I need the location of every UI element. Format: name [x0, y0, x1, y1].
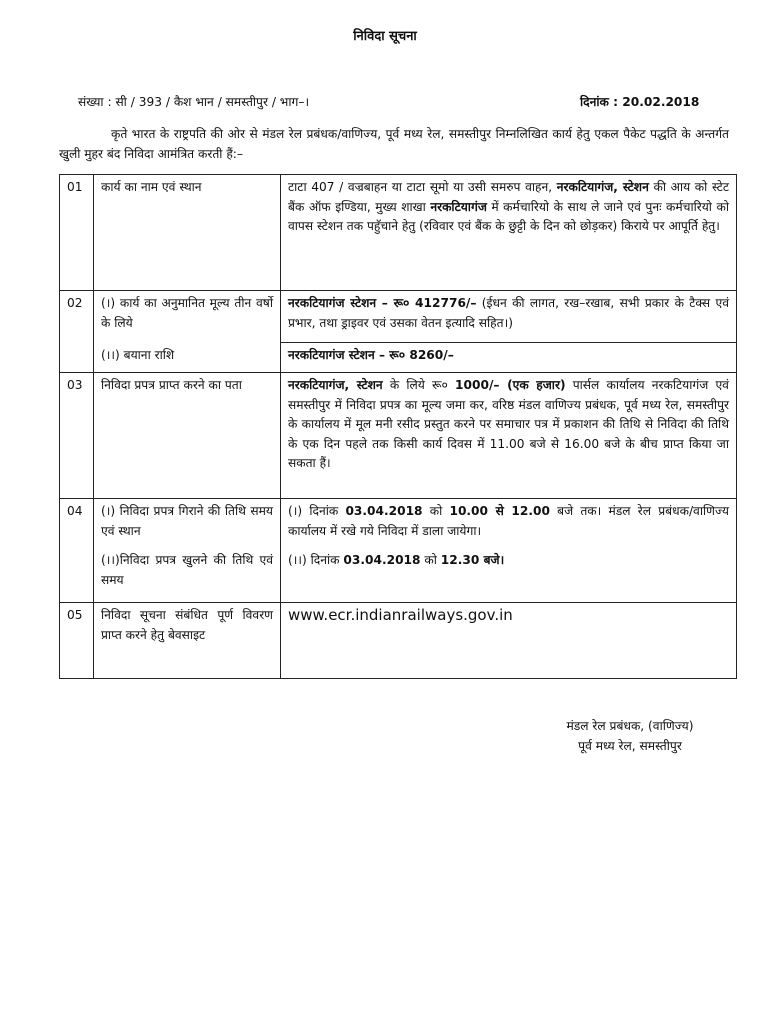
- signatory-designation: मंडल रेल प्रबंधक, (वाणिज्य): [566, 719, 694, 733]
- value-text: को: [422, 504, 450, 518]
- value-text: पार्सल कार्यालय नरकटियागंज एवं समस्तीपुर में निविदा प्रपत्र का मूल्य जमा कर, वरिष्ठ मंडल वाणिज्य प्रबंधक, पूर्व मध्य रेल, समस्तीपुर के कार्यालय में मूल मनी रसीद प्रस्तुत करने पर समाचार पत्र में प्रकाशन की तिथि से निविदा की तिथि के एक दिन पहले तक किसी कार्य दिवस में 11.00 बजे से 16.00 बजे के बीच प्राप्त किया जा सकता हैं।: [288, 378, 729, 470]
- signature-block: [520, 716, 740, 756]
- row-number: 04: [60, 499, 94, 603]
- signatory-office: पूर्व मध्य रेल, समस्तीपुर: [578, 739, 682, 753]
- value-text: टाटा 407 / वज्रबाहन या टाटा सूमो या उसी समरुप वाहन,: [288, 180, 557, 194]
- value-text: की आय को स्टेट बैंक ऑफ इण्डिया, मुख्य शाखा: [288, 180, 729, 214]
- row-label: (।।) बयाना राशि: [94, 343, 281, 373]
- drop-time: 10.00 से 12.00: [449, 504, 550, 518]
- row-value: [281, 373, 737, 499]
- station-name: नरकटियागंज, स्टेशन: [288, 378, 383, 392]
- table-row: [60, 373, 737, 499]
- table-row: [60, 343, 737, 373]
- row-label: निविदा सूचना संबंधित पूर्ण विवरण प्राप्त करने हेतु बेवसाइट: [94, 603, 281, 679]
- opening-date: 03.04.2018: [343, 553, 421, 567]
- estimated-cost: नरकटियागंज स्टेशन – रू० 412776/–: [288, 296, 477, 310]
- value-text: (।।) दिनांक: [288, 553, 344, 567]
- row-value: [281, 175, 737, 291]
- row-number: 05: [60, 603, 94, 679]
- row-value: [281, 603, 737, 679]
- website-link[interactable]: www.ecr.indianrailways.gov.in: [288, 606, 513, 624]
- value-text: बजे तक। मंडल रेल प्रबंधक/वाणिज्य कार्यालय में रखे गये निविदा में डाला जायेगा।: [288, 504, 729, 538]
- station-name: नरकटियागंज: [430, 199, 487, 214]
- earnest-money: नरकटियागंज स्टेशन – रू० 8260/–: [288, 348, 454, 362]
- table-row: [60, 291, 737, 343]
- opening-time: 12.30 बजे।: [440, 553, 505, 567]
- station-name: नरकटियागंज, स्टेशन: [556, 180, 649, 194]
- row-value: [281, 499, 737, 603]
- spacer: [101, 541, 273, 551]
- table-row: [60, 499, 737, 603]
- tender-details-table: [59, 174, 737, 679]
- value-text: (।) दिनांक: [288, 504, 346, 518]
- table-row: [60, 603, 737, 679]
- reference-number: संख्या : सी / 393 / कैश भान / समस्तीपुर / भाग–।: [78, 95, 310, 109]
- notice-date: दिनांक : 20.02.2018: [580, 95, 700, 109]
- row-number: 02: [60, 291, 94, 373]
- row-value: [281, 291, 737, 343]
- drop-details: [288, 502, 729, 541]
- drop-label: (।) निविदा प्रपत्र गिराने की तिथि समय एवं स्थान: [101, 504, 273, 538]
- opening-details: [288, 551, 729, 571]
- opening-label: (।।)निविदा प्रपत्र खुलने की तिथि एवं समय: [101, 553, 273, 587]
- value-text: को: [420, 553, 441, 567]
- value-text: के लिये रू०: [382, 378, 456, 392]
- row-label: कार्य का नाम एवं स्थान: [94, 175, 281, 291]
- intro-paragraph: कृते भारत के राष्ट्रपति की ओर से मंडल रेल प्रबंधक/वाणिज्य, पूर्व मध्य रेल, समस्तीपुर निम्नलिखित कार्य हेतु एकल पैकेट पद्धति के अन्तर्गत खुली मुहर बंद निविदा आमंत्रित करती हैं:–: [59, 127, 729, 161]
- row-label: (।) कार्य का अनुमानित मूल्य तीन वर्षो के लिये: [94, 291, 281, 343]
- spacer: [288, 541, 729, 551]
- notice-title: निविदा सूचना: [353, 29, 417, 44]
- row-number: 01: [60, 175, 94, 291]
- tender-fee: 1000/– (एक हजार): [455, 378, 566, 392]
- table-row: [60, 175, 737, 291]
- value-text: (ईधन की लागत, रख–रखाब, सभी प्रकार के टैक्स एवं प्रभार, तथा ड्राइवर एवं उसका वेतन इत्यादि सहित।): [288, 296, 729, 330]
- row-label: [94, 499, 281, 603]
- row-number: 03: [60, 373, 94, 499]
- value-text: में कर्मचारियो के साथ ले जाने एवं पुनः कर्मचारियो को वापस स्टेशन तक पहुॅचाने हेतु (रविवार एवं बैंक के छुट्टी के दिन को छोड़कर) किराये पर आपूर्ति हेतु।: [288, 199, 729, 233]
- drop-date: 03.04.2018: [345, 504, 423, 518]
- row-label: निविदा प्रपत्र प्राप्त करने का पता: [94, 373, 281, 499]
- row-value: [281, 343, 737, 373]
